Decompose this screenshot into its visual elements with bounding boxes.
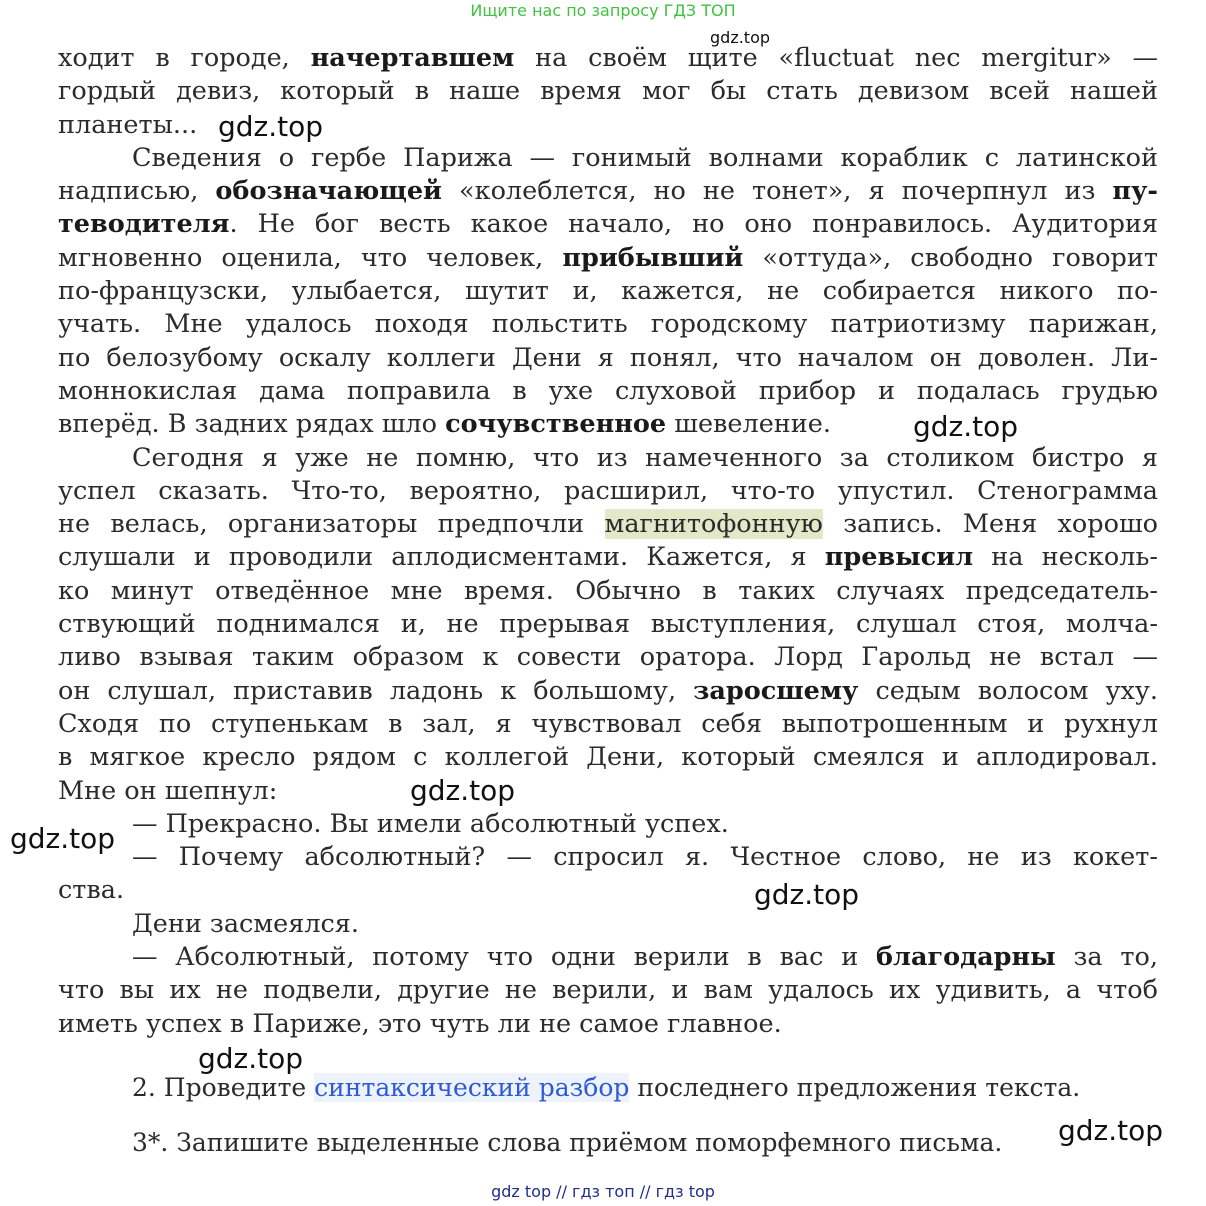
watermark: gdz.top <box>1058 1114 1164 1147</box>
text-line: — Абсолютный, потому что одни верили в вас и благодарны за то, <box>132 942 1158 973</box>
highlighted-word: теводителя <box>58 209 230 240</box>
watermark: gdz.top <box>218 110 324 143</box>
text-line: мгновенно оценила, что человек, прибывший «оттуда», свободно говорит <box>58 242 1158 273</box>
text-line: ства. <box>58 875 125 906</box>
syntax-analysis-link[interactable]: синтаксический разбор <box>314 1073 630 1102</box>
main-text <box>58 42 1158 1041</box>
text-line: не велась, организаторы предпочли магнитофонную запись. Меня хорошо <box>58 509 1158 540</box>
text-line: Дени засмеялся. <box>132 908 359 939</box>
highlighted-word: обозначающей <box>215 176 442 207</box>
text-line: Сходя по ступенькам в зал, я чувствовал себя выпотрошенным и рухнул <box>58 708 1158 739</box>
text-line: по-французски, улыбается, шутит и, кажется, не собирается никого по- <box>58 276 1158 307</box>
text-line: гордый девиз, который в наше время мог бы стать девизом всей нашей <box>58 76 1158 107</box>
watermark: gdz.top <box>913 410 1019 443</box>
text-line: Сегодня я уже не помню, что из намеченного за столиком бистро я <box>132 442 1158 473</box>
watermark: gdz.top <box>198 1042 304 1075</box>
text-line: что вы их не подвели, другие не верили, и вам удалось их удивить, а чтоб <box>58 975 1158 1006</box>
text-line: — Почему абсолютный? — спросил я. Честное слово, не из кокет- <box>132 842 1158 873</box>
highlighted-word: благодарны <box>876 942 1056 973</box>
text-line: ливо взывая таким образом к совести оратора. Лорд Гарольд не встал — <box>58 642 1158 673</box>
text-line: надписью, обозначающей «колеблется, но не тонет», я почерпнул из пу- <box>58 176 1158 207</box>
text-line: Сведения о гербе Парижа — гонимый волнами кораблик с латинской <box>132 142 1158 173</box>
text-line: слушали и проводили аплодисментами. Кажется, я превысил на несколь- <box>58 542 1158 573</box>
marked-word: магнитофонную <box>604 509 823 540</box>
text-line: он слушал, приставив ладонь к большому, заросшему седым волосом уху. <box>58 675 1158 706</box>
text-line: в мягкое кресло рядом с коллегой Дени, который смеялся и аплодировал. <box>58 742 1158 773</box>
text-line: учать. Мне удалось походя польстить городскому патриотизму парижан, <box>58 309 1158 340</box>
top-banner: Ищите нас по запросу ГДЗ ТОП <box>470 1 736 20</box>
task-2: 2. Проведите синтаксический разбор последнего предложения текста. <box>132 1073 1081 1102</box>
text-line: ходит в городе, начертавшем на своём щите «fluctuat nec mergitur» — <box>58 43 1158 73</box>
text-line: планеты... <box>58 109 198 140</box>
highlighted-word: сочувственное <box>445 409 667 440</box>
task-3: 3*. Запишите выделенные слова приёмом поморфемного письма. <box>132 1128 1003 1157</box>
text-line: теводителя. Не бог весть какое начало, но оно понравилось. Аудитория <box>58 209 1158 240</box>
highlighted-word: прибывший <box>562 242 744 273</box>
watermark: gdz.top <box>754 878 860 911</box>
text-line: моннокислая дама поправила в ухе слуховой прибор и подалась грудью <box>58 375 1158 406</box>
watermark: gdz.top <box>710 28 771 47</box>
highlighted-word: пу- <box>1112 176 1158 207</box>
text-line: ствующий поднимался и, не прерывая выступления, слушал стоя, молча- <box>58 609 1158 640</box>
text-line: вперёд. В задних рядах шло сочувственное шевеление. <box>58 409 831 440</box>
watermark: gdz.top <box>10 822 116 855</box>
footer: gdz top // гдз топ // гдз top <box>491 1182 715 1201</box>
text-line: иметь успех в Париже, это чуть ли не самое главное. <box>58 1008 782 1039</box>
watermark: gdz.top <box>410 774 516 807</box>
text-line: по белозубому оскалу коллеги Дени я понял, что началом он доволен. Ли- <box>58 342 1158 373</box>
text-line: ко минут отведённое мне время. Обычно в таких случаях председатель- <box>58 575 1158 606</box>
text-line: Мне он шепнул: <box>58 775 278 806</box>
text-line: — Прекрасно. Вы имели абсолютный успех. <box>132 808 729 839</box>
highlighted-word: начертавшем <box>310 43 515 73</box>
highlighted-word: заросшему <box>693 675 859 706</box>
highlighted-word: превысил <box>824 542 974 573</box>
text-line: успел сказать. Что-то, вероятно, расширил, что-то упустил. Стенограмма <box>58 475 1158 506</box>
